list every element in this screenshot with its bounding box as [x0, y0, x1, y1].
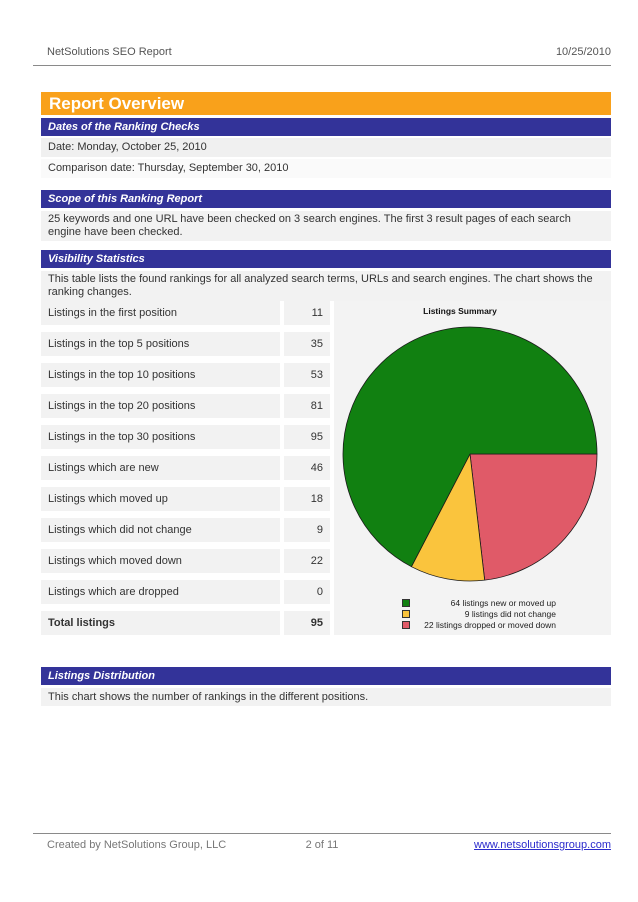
visibility-stats-table: [41, 301, 330, 642]
report-date: 10/25/2010: [555, 46, 611, 58]
table-row: [41, 456, 330, 480]
stat-label: Listings which did not change: [41, 518, 280, 542]
footer-website-link[interactable]: www.netsolutionsgroup.com: [474, 839, 611, 851]
legend-swatch-did_not_change: [402, 610, 410, 618]
table-row: [41, 549, 330, 573]
footer-created-by: Created by NetSolutions Group, LLC: [47, 839, 227, 851]
table-row: [41, 425, 330, 449]
visibility-paragraph: This table lists the found rankings for all analyzed search terms, URLs and search engines. The chart shows the ranking changes.: [41, 271, 611, 301]
stat-label: Listings which moved down: [41, 549, 280, 573]
dates-rows: [41, 138, 611, 178]
stat-label: Listings in the top 10 positions: [41, 363, 280, 387]
stat-value: 11: [284, 301, 330, 325]
stat-label: Listings which are new: [41, 456, 280, 480]
table-row: [41, 611, 330, 635]
page-footer: [33, 833, 611, 851]
chart-title: Listings Summary: [423, 306, 497, 316]
stat-value: 95: [284, 425, 330, 449]
legend-label: 22 listings dropped or moved down: [424, 620, 556, 630]
visibility-stats-area: [41, 301, 611, 642]
table-row: [41, 394, 330, 418]
report-title: NetSolutions SEO Report: [47, 46, 172, 58]
listings-summary-chart: [334, 301, 611, 635]
date-row: Date: Monday, October 25, 2010: [41, 138, 611, 157]
stat-value: 35: [284, 332, 330, 356]
stat-value: 81: [284, 394, 330, 418]
stat-value: 9: [284, 518, 330, 542]
stat-value: 46: [284, 456, 330, 480]
stat-value: 95: [284, 611, 330, 635]
footer-page-number: 2 of 11: [305, 839, 339, 851]
table-row: [41, 487, 330, 511]
chart-legend: [402, 598, 556, 631]
stat-value: 22: [284, 549, 330, 573]
legend-item: [402, 609, 556, 619]
table-row: [41, 332, 330, 356]
stat-label: Listings in the top 30 positions: [41, 425, 280, 449]
section-heading-visibility: Visibility Statistics: [41, 250, 611, 268]
pie-slice-dropped_or_moved_down: [470, 454, 597, 580]
stat-label: Listings which are dropped: [41, 580, 280, 604]
table-row: [41, 518, 330, 542]
stat-label: Listings in the first position: [41, 301, 280, 325]
legend-swatch-dropped_or_moved_down: [402, 621, 410, 629]
stat-label: Total listings: [41, 611, 280, 635]
stat-label: Listings in the top 5 positions: [41, 332, 280, 356]
date-row: Comparison date: Thursday, September 30, 2010: [41, 159, 611, 178]
legend-item: [402, 620, 556, 630]
table-row: [41, 363, 330, 387]
legend-label: 64 listings new or moved up: [450, 598, 556, 608]
content-column: [41, 0, 611, 706]
stat-value: 53: [284, 363, 330, 387]
pie-chart: [342, 326, 598, 582]
stat-label: Listings which moved up: [41, 487, 280, 511]
section-heading-dates: Dates of the Ranking Checks: [41, 118, 611, 136]
section-heading-scope: Scope of this Ranking Report: [41, 190, 611, 208]
scope-paragraph: 25 keywords and one URL have been checked on 3 search engines. The first 3 result pages of each search engine have been checked.: [41, 211, 611, 241]
legend-swatch-new_or_moved_up: [402, 599, 410, 607]
report-overview-banner: Report Overview: [41, 92, 611, 115]
distribution-paragraph: This chart shows the number of rankings in the different positions.: [41, 688, 611, 706]
stat-value: 18: [284, 487, 330, 511]
table-row: [41, 580, 330, 604]
stat-value: 0: [284, 580, 330, 604]
stat-label: Listings in the top 20 positions: [41, 394, 280, 418]
table-row: [41, 301, 330, 325]
legend-item: [402, 598, 556, 608]
section-heading-distribution: Listings Distribution: [41, 667, 611, 685]
legend-label: 9 listings did not change: [464, 609, 556, 619]
